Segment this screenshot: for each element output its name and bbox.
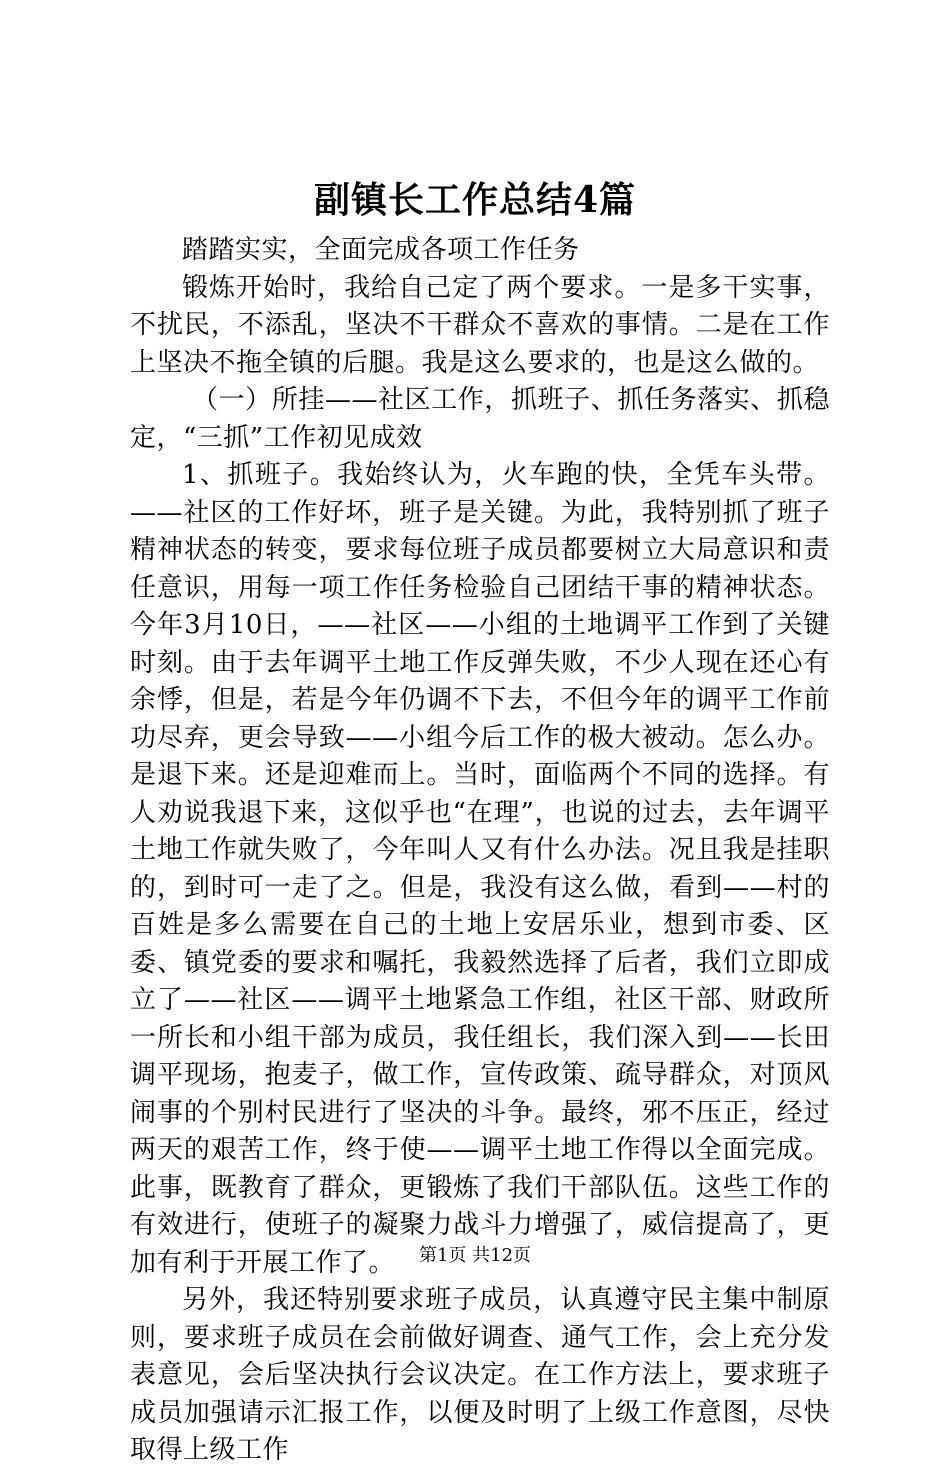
document-title: 副镇长工作总结4篇 <box>313 179 637 221</box>
section-heading: 踏踏实实，全面完成各项工作任务 <box>182 235 580 265</box>
page-number: 第1页 共12页 <box>418 1245 532 1266</box>
paragraph: 1、抓班子。我始终认为，火车跑的快，全凭车头带。——社区的工作好坏，班子是关键。为此，我特别抓了班子精神状态的转变，要求每位班子成员都要树立大局意识和责任意识，用每一项工作任务检验自己团结干事的精神状态。今年3月10日，——社区——小组的土地调平工作到了关键时刻。由于去年调平土地工作反弹失败，不少人现在还心有余悸，但是，若是今年仍调不下去，不但今年的调平工作前功尽弃，更会导致——小组今后工作的极大被动。怎么办。是退下来。还是迎难而上。当时，面临两个不同的选择。有人劝说我退下来，这似乎也“在理”，也说的过去，去年调平土地工作就失败了，今年叫人又有什么办法。况且我是挂职的，到时可一走了之。但是，我没有这么做，看到——村的百姓是多么需要在自己的土地上安居乐业，想到市委、区委、镇党委的要求和嘱托，我毅然选择了后者，我们立即成立了——社区——调平土地紧急工作组，社区干部、财政所一所长和小组干部为成员，我任组长，我们深入到——长田调平现场，抱麦子，做工作，宣传政策、疏导群众，对顶风闹事的个别村民进行了坚决的斗争。最终，邪不压正，经过两天的艰苦工作，终于使——调平土地工作得以全面完成。此事，既教育了群众，更锻炼了我们干部队伍。这些工作的有效进行，使班子的凝聚力战斗力增强了，威信提高了，更加有利于开展工作了。 <box>130 460 830 1278</box>
paragraph: 锻炼开始时，我给自己定了两个要求。一是多干实事，不扰民，不添乱，坚决不干群众不喜欢的事情。二是在工作上坚决不拖全镇的后腿。我是这么要求的，也是这么做的。 <box>130 272 830 378</box>
subsection-heading: （一）所挂——社区工作，抓班子、抓任务落实、抓稳定，“三抓”工作初见成效 <box>130 385 830 453</box>
document-body <box>130 232 830 1470</box>
paragraph: 另外，我还特别要求班子成员，认真遵守民主集中制原则，要求班子成员在会前做好调查、通气工作，会上充分发表意见，会后坚决执行会议决定。在工作方法上，要求班子成员加强请示汇报工作，以便及时明了上级工作意图，尽快取得上级工作 <box>130 1285 830 1465</box>
